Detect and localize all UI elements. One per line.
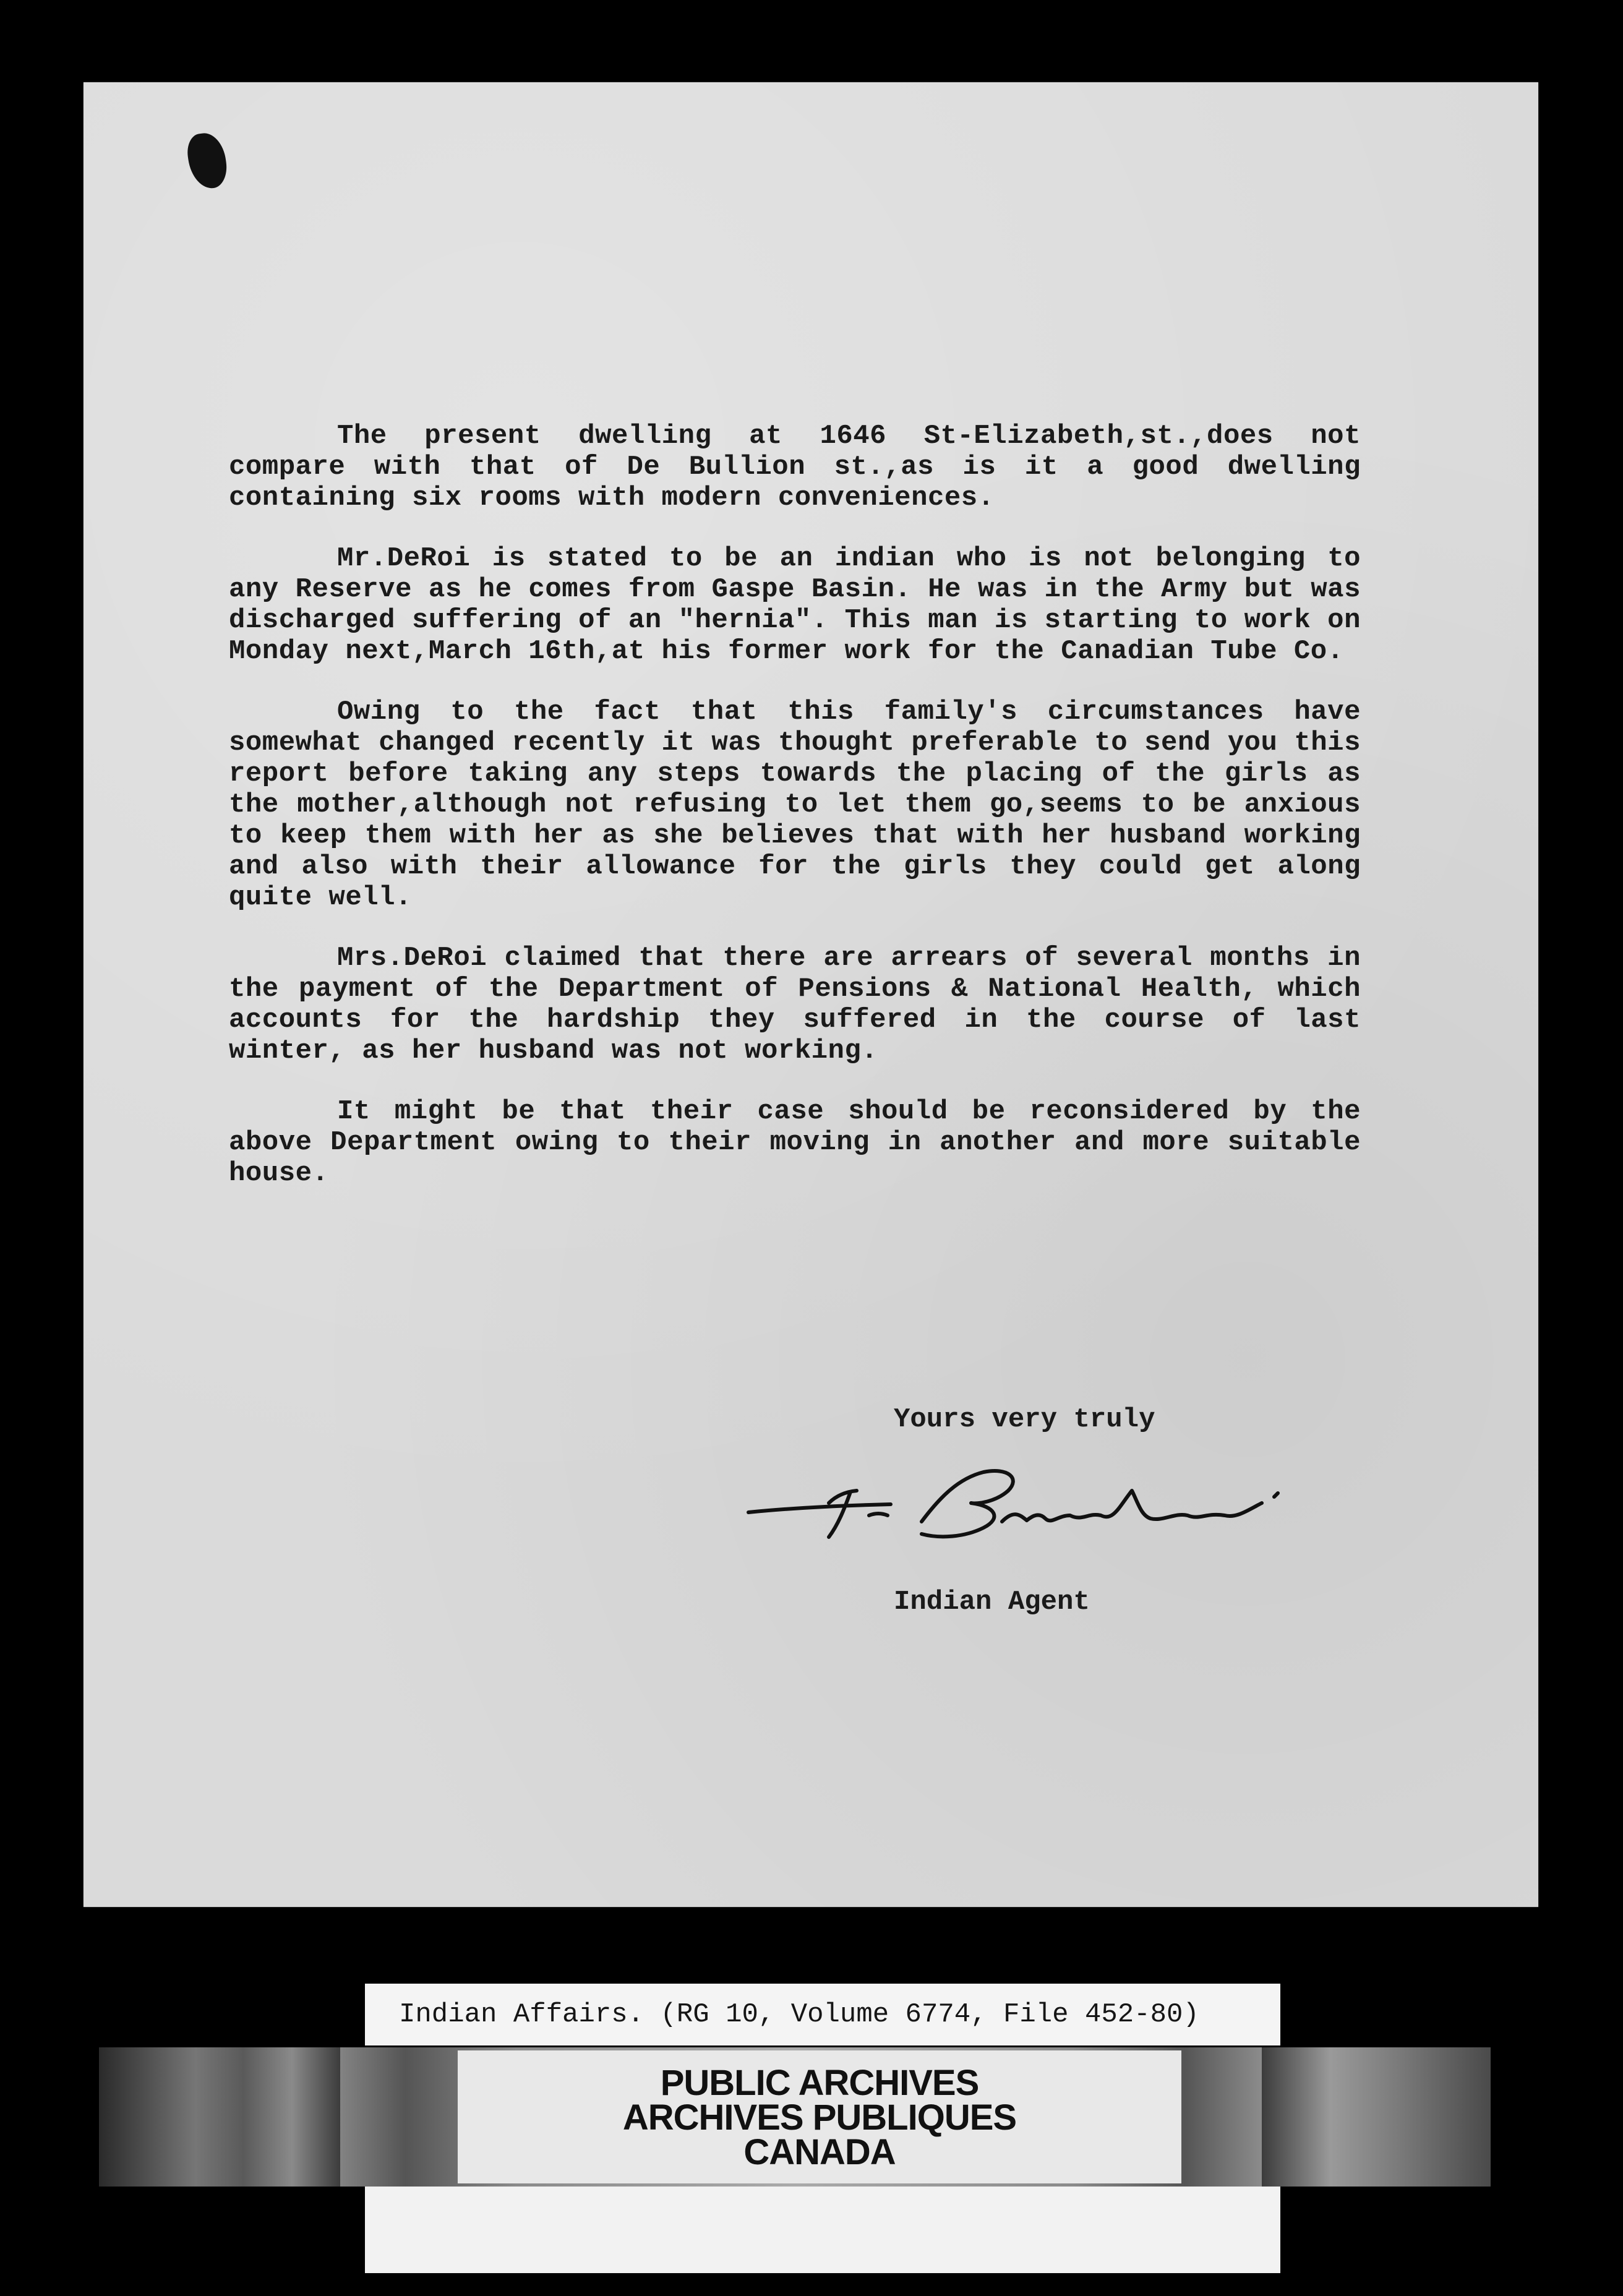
closing-salutation: Yours very truly <box>894 1404 1155 1435</box>
film-edge-right <box>1262 2047 1491 2187</box>
archive-reference: Indian Affairs. (RG 10, Volume 6774, File 452-80) <box>399 1999 1199 2030</box>
stamp-line-archives-publiques: ARCHIVES PUBLIQUES <box>622 2097 1017 2138</box>
signer-title: Indian Agent <box>894 1587 1090 1617</box>
handwritten-signature <box>736 1454 1330 1553</box>
paragraph-arrears: Mrs.DeRoi claimed that there are arrears of several months in the payment of the Department of Pensions & National Health, which accounts for the hardship they suffered in the course of last winter, as her husband was not working. <box>229 943 1361 1066</box>
paragraph-circumstances: Owing to the fact that this family's circumstances have somewhat changed recently it was thought preferable to send you this report before taking any steps towards the placing of the girls as the mother,although not refusing to let them go,seems to be anxious to keep them with her as she believes that with her husband working and also with their allowance for the girls they could get along quite well. <box>229 696 1361 913</box>
bottom-label-strip <box>365 2187 1280 2273</box>
film-edge-left <box>99 2047 340 2187</box>
archives-stamp-text <box>458 2063 1181 2172</box>
paragraph-dwelling: The present dwelling at 1646 St-Elizabeth,st.,does not compare with that of De Bullion st.,as is it a good dwelling containing six rooms with modern conveniences. <box>229 421 1361 513</box>
paragraph-mr-deroi: Mr.DeRoi is stated to be an indian who is not belonging to any Reserve as he comes from Gaspe Basin. He was in the Army but was discharged suffering of an "hernia". This man is starting to work on Monday next,March 16th,at his former work for the Canadian Tube Co. <box>229 543 1361 667</box>
stamp-line-public-archives: PUBLIC ARCHIVES <box>660 2063 979 2103</box>
stamp-line-canada: CANADA <box>743 2132 896 2172</box>
paragraph-reconsider: It might be that their case should be reconsidered by the above Department owing to their moving in another and more suitable house. <box>229 1096 1361 1189</box>
letter-body <box>229 421 1361 1189</box>
